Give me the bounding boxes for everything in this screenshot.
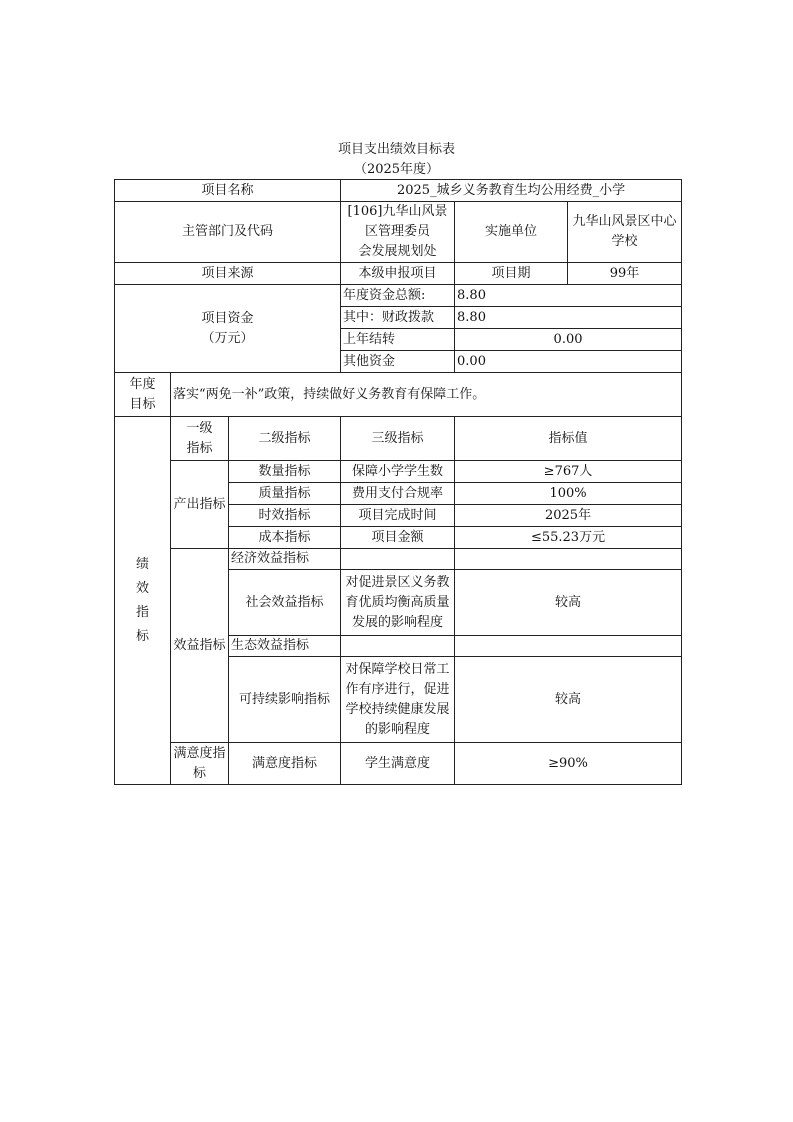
dept-value-line2: 会发展规划处 [358, 244, 437, 259]
impl-label: 实施单位 [455, 202, 568, 263]
benefit-economic-l3 [341, 549, 455, 570]
benefit-social-value: 较高 [455, 570, 682, 636]
source-value: 本级申报项目 [341, 263, 455, 285]
satisfaction-value: ≥90% [455, 743, 682, 785]
benefit-sustainable-l3-line3: 学校持续健康发展 [345, 701, 450, 717]
row-source [115, 263, 682, 285]
benefit-sustainable-l3-line2: 作有序进行，促进 [345, 681, 450, 697]
benefit-sustainable-l2: 可持续影响指标 [229, 657, 341, 743]
project-name-value: 2025_城乡义务教育生均公用经费_小学 [341, 180, 682, 202]
benefit-sustainable-l3-line1: 对保障学校日常工 [345, 661, 450, 677]
benefit-ecological-l3 [341, 636, 455, 657]
funds-label-line1: 项目资金 [201, 310, 254, 326]
goal-label-line2: 目标 [129, 396, 156, 412]
benefit-sustainable-value: 较高 [455, 657, 682, 743]
goal-label-line1: 年度 [129, 376, 156, 392]
header-level3: 三级指标 [341, 417, 455, 461]
row-indicator-header [115, 417, 682, 461]
indicators-section-label [115, 417, 171, 785]
funds-label [115, 285, 341, 373]
header-level1-line1: 一级 [186, 420, 213, 436]
output-value: 2025年 [455, 505, 682, 527]
dept-value [341, 202, 455, 263]
output-value: ≥767人 [455, 461, 682, 483]
output-l3: 项目完成时间 [341, 505, 455, 527]
goal-text: 落实“两免一补”政策，持续做好义务教育有保障工作。 [171, 373, 682, 417]
benefit-sustainable-l3-line4: 的影响程度 [365, 721, 431, 737]
satisfaction-label-line2: 标 [192, 765, 206, 781]
performance-table [114, 179, 682, 785]
project-name-label: 项目名称 [115, 180, 341, 202]
dept-label: 主管部门及代码 [115, 202, 341, 263]
output-label: 产出指标 [171, 461, 229, 549]
document-year: （2025年度） [353, 162, 440, 177]
impl-value [568, 202, 682, 263]
section-char-1: 绩 [135, 556, 149, 572]
fund-other-label: 其他资金 [341, 351, 455, 373]
output-l3: 项目金额 [341, 527, 455, 549]
fund-total-label: 年度资金总额: [341, 285, 455, 307]
row-annual-goal [115, 373, 682, 417]
output-l2: 数量指标 [229, 461, 341, 483]
output-l3: 费用支付合规率 [341, 483, 455, 505]
row-output-quantity [115, 461, 682, 483]
fund-carryover-label: 上年结转 [341, 329, 455, 351]
header-level1-line2: 指标 [186, 440, 213, 456]
row-department [115, 202, 682, 263]
output-l2: 时效指标 [229, 505, 341, 527]
benefit-social-l3-line3: 发展的影响程度 [352, 614, 444, 630]
row-benefit-economic [115, 549, 682, 570]
dept-value-line1: [106]九华山风景区管理委员 [347, 204, 448, 239]
benefit-social-l3-line1: 对促进景区义务教 [345, 574, 450, 590]
benefit-economic-label: 经济效益指标 [229, 549, 341, 570]
benefit-social-l3-line2: 育优质均衡高质量 [345, 594, 450, 610]
fund-total-value: 8.80 [455, 285, 682, 307]
row-satisfaction [115, 743, 682, 785]
funds-label-line2: （万元） [201, 330, 254, 346]
fund-fiscal-value: 8.80 [455, 307, 682, 329]
benefit-label: 效益指标 [171, 549, 229, 743]
header-level2: 二级指标 [229, 417, 341, 461]
fund-other-value: 0.00 [455, 351, 682, 373]
section-char-3: 指 [135, 604, 149, 620]
fund-carryover-value: 0.00 [455, 329, 682, 351]
benefit-economic-value [455, 549, 682, 570]
satisfaction-l3: 学生满意度 [341, 743, 455, 785]
benefit-sustainable-l3 [341, 657, 455, 743]
section-char-2: 效 [135, 580, 149, 596]
period-value: 99年 [568, 263, 682, 285]
output-l2: 成本指标 [229, 527, 341, 549]
impl-value-line1: 九华山风景区中心 [572, 214, 677, 229]
satisfaction-label [171, 743, 229, 785]
output-l2: 质量指标 [229, 483, 341, 505]
benefit-ecological-value [455, 636, 682, 657]
benefit-ecological-label: 生态效益指标 [229, 636, 341, 657]
benefit-social-l2: 社会效益指标 [229, 570, 341, 636]
satisfaction-label-line1: 满意度指 [173, 745, 226, 761]
goal-label [115, 373, 171, 417]
source-label: 项目来源 [115, 263, 341, 285]
output-value: ≤55.23万元 [455, 527, 682, 549]
output-l3: 保障小学学生数 [341, 461, 455, 483]
output-value: 100% [455, 483, 682, 505]
section-char-4: 标 [135, 628, 149, 644]
header-value: 指标值 [455, 417, 682, 461]
period-label: 项目期 [455, 263, 568, 285]
row-project-name [115, 180, 682, 202]
impl-value-line2: 学校 [611, 234, 638, 249]
row-fund-total [115, 285, 682, 307]
benefit-social-l3 [341, 570, 455, 636]
satisfaction-l2: 满意度指标 [229, 743, 341, 785]
fund-fiscal-label: 其中：财政拨款 [341, 307, 455, 329]
header-level1 [171, 417, 229, 461]
document-title: 项目支出绩效目标表 [337, 142, 455, 157]
